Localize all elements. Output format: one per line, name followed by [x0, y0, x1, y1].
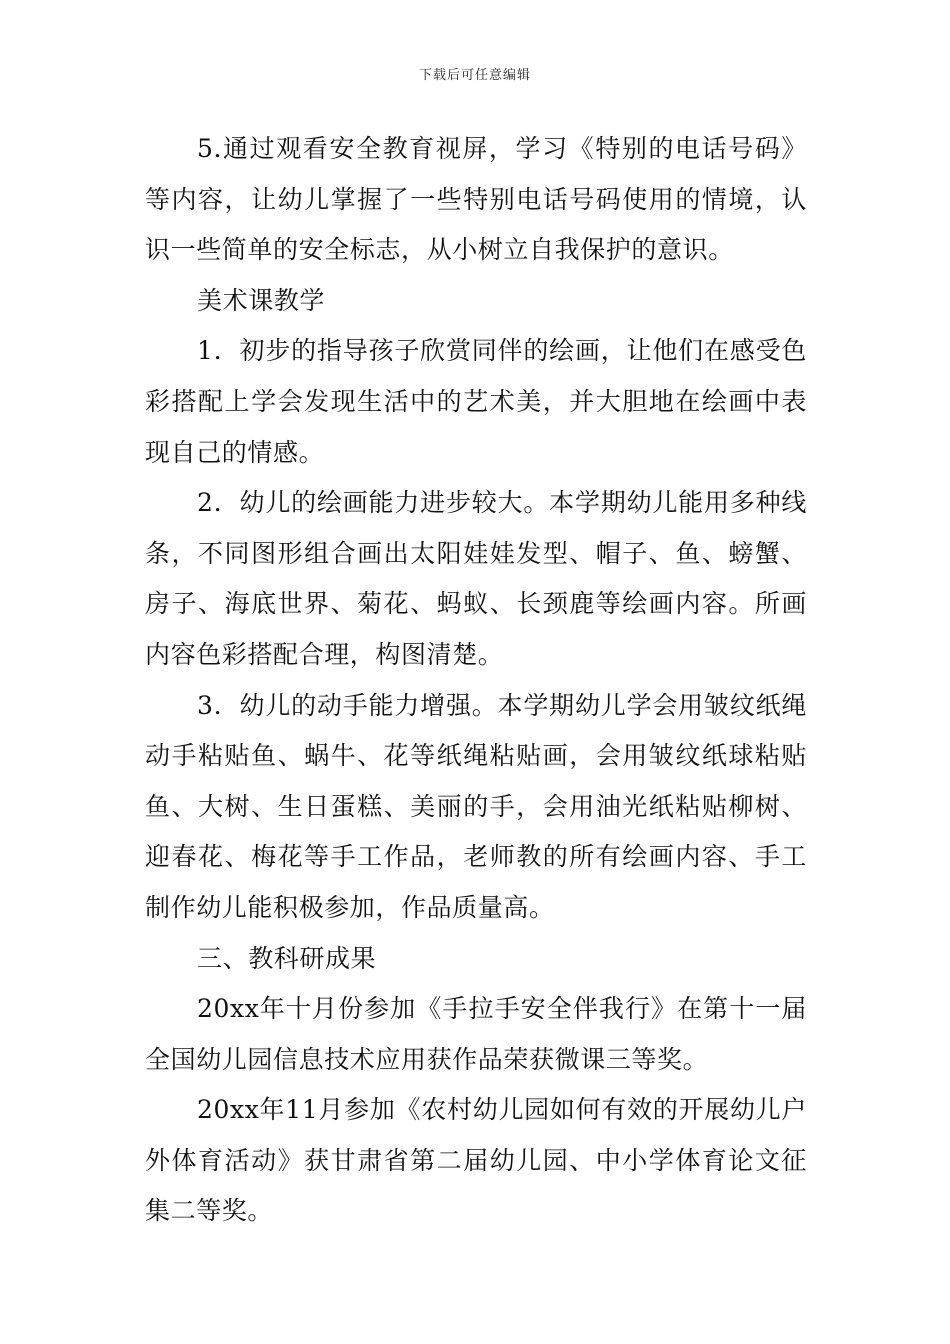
paragraph-award-november: 20xx年11月参加《农村幼儿园如何有效的开展幼儿户外体育活动》获甘肃省第二届幼儿园、中小学体育论文征集二等奖。: [145, 1095, 807, 1226]
header-note: 下载后可任意编辑: [418, 68, 531, 83]
paragraph-art-item-2: 2．幼儿的绘画能力进步较大。本学期幼儿能用多种线条，不同图形组合画出太阳娃娃发型、帽子、鱼、螃蟹、房子、海底世界、菊花、蚂蚁、长颈鹿等绘画内容。所画内容色彩搭配合理，构图清楚。: [145, 488, 807, 669]
paragraph-safety-item-5: 5.通过观看安全教育视屏，学习《特别的电话号码》等内容，让幼儿掌握了一些特别电话号码使用的情境，认识一些简单的安全标志，从小树立自我保护的意识。: [145, 134, 807, 265]
document-body: [145, 124, 807, 1237]
paragraph-award-october: 20xx年十月份参加《手拉手安全伴我行》在第十一届全国幼儿园信息技术应用获作品荣获微课三等奖。: [145, 994, 807, 1074]
paragraph-art-item-3: 3．幼儿的动手能力增强。本学期幼儿学会用皱纹纸绳动手粘贴鱼、蜗牛、花等纸绳粘贴画，会用皱纹纸球粘贴鱼、大树、生日蛋糕、美丽的手，会用油光纸粘贴柳树、迎春花、梅花等手工作品，老师教的所有绘画内容、手工制作幼儿能积极参加，作品质量高。: [145, 690, 807, 922]
paragraph-art-item-1: 1．初步的指导孩子欣赏同伴的绘画，让他们在感受色彩搭配上学会发现生活中的艺术美，并大胆地在绘画中表现自己的情感。: [145, 336, 807, 467]
section-heading-art-class: 美术课教学: [197, 285, 326, 315]
section-heading-research-results: 三、教科研成果: [197, 943, 377, 973]
